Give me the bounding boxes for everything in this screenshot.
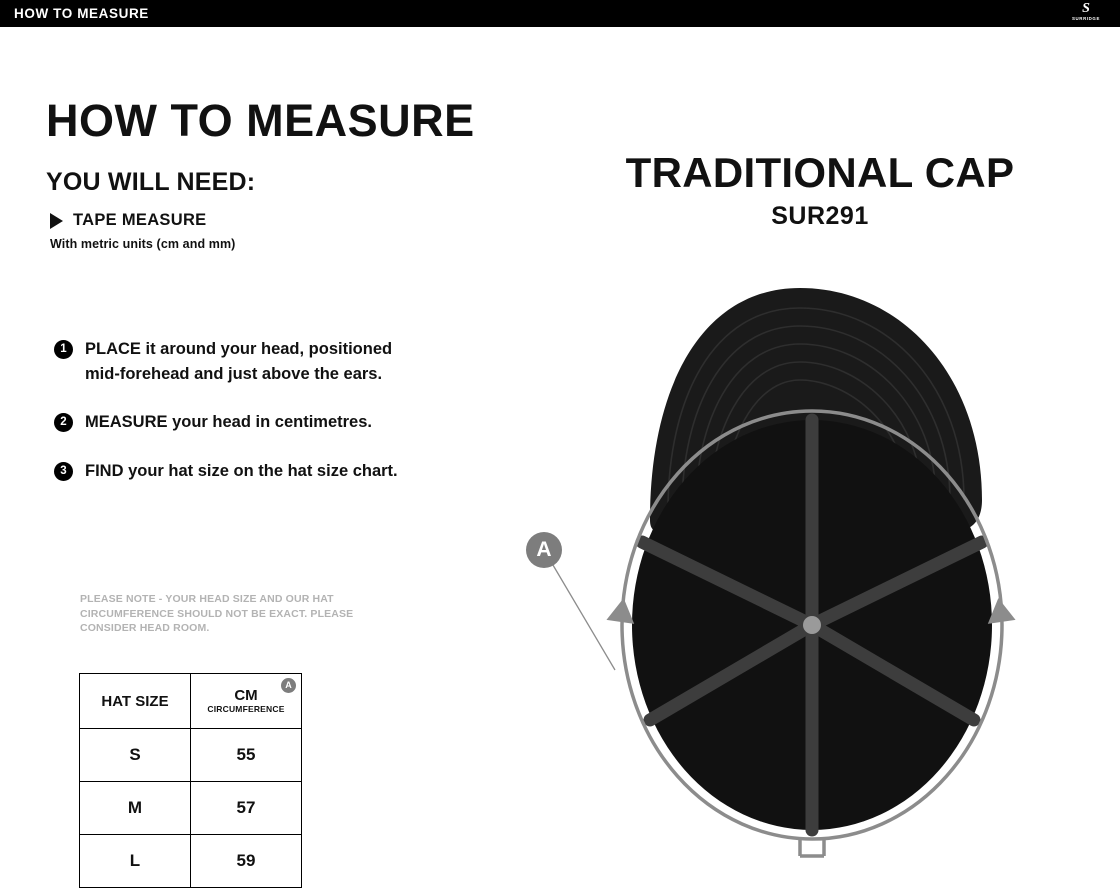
you-will-need-heading: YOU WILL NEED: [46, 167, 256, 196]
top-bar-title: HOW TO MEASURE [14, 6, 149, 21]
cell-hat-size: S [80, 729, 191, 782]
product-code: SUR291 [771, 202, 869, 230]
cell-cm: 55 [191, 729, 302, 782]
table-row [80, 782, 302, 835]
table-row [80, 729, 302, 782]
cell-cm: 59 [191, 835, 302, 888]
column-header-cm-main: CM [234, 686, 258, 704]
list-item [54, 410, 414, 435]
step-number: 3 [54, 462, 73, 481]
hat-size-table [79, 673, 302, 888]
tape-measure-row [50, 211, 206, 230]
column-header-cm [191, 674, 302, 729]
steps-list [54, 337, 414, 507]
play-triangle-icon [50, 213, 63, 229]
status-badge: A [281, 678, 296, 693]
cell-cm: 57 [191, 782, 302, 835]
step-number: 2 [54, 413, 73, 432]
page-title: HOW TO MEASURE [46, 95, 475, 147]
table-header-row [80, 674, 302, 729]
tape-measure-label: TAPE MEASURE [73, 211, 207, 229]
cell-hat-size: L [80, 835, 191, 888]
tape-measure-sublabel: With metric units (cm and mm) [50, 237, 236, 251]
please-note-text: PLEASE NOTE - YOUR HEAD SIZE AND OUR HAT CIRCUMFERENCE SHOULD NOT BE EXACT. PLEASE CONSIDER HEAD ROOM. [80, 593, 354, 635]
step-text: FIND your hat size on the hat size chart. [85, 461, 398, 480]
product-title: TRADITIONAL CAP [625, 149, 1015, 196]
top-bar [0, 0, 1120, 27]
brand-name: SURRIDGE [1072, 16, 1100, 21]
brand-logo [1060, 1, 1112, 26]
cell-hat-size: M [80, 782, 191, 835]
column-header-hat-size: HAT SIZE [80, 674, 191, 729]
table-row [80, 835, 302, 888]
step-text: PLACE it around your head, positioned mid-forehead and just above the ears. [85, 340, 393, 383]
column-header-cm-sub: CIRCUMFERENCE [207, 703, 285, 714]
list-item [54, 459, 414, 484]
cap-diagram [500, 260, 1100, 880]
list-item [54, 337, 414, 386]
step-number: 1 [54, 340, 73, 359]
callout-leader-line [550, 560, 615, 670]
callout-badge-a: A [526, 532, 562, 568]
step-text: MEASURE your head in centimetres. [85, 413, 372, 431]
brand-mark: S [1082, 1, 1090, 16]
cap-crown-illustration [632, 420, 992, 830]
